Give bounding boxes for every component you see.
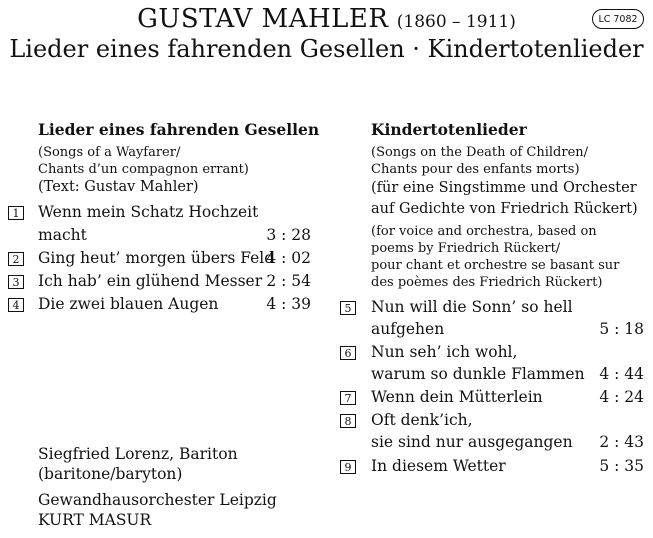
track-duration: 5 : 18 <box>599 320 644 338</box>
performer-line: Siegfried Lorenz, Bariton <box>38 445 238 463</box>
track-title: Ging heut’ morgen übers Feld <box>38 249 275 267</box>
album-title <box>0 4 653 37</box>
track-duration: 4 : 39 <box>266 295 311 313</box>
track-title: Wenn mein Schatz Hochzeit <box>38 203 259 221</box>
track-number-badge: 3 <box>8 275 24 289</box>
track-duration: 2 : 54 <box>266 272 311 290</box>
label-code-badge: LC 7082 <box>592 9 644 29</box>
left-note-line: (Songs of a Wayfarer/ <box>38 145 181 160</box>
right-description-line: (für eine Singstimme und Orchester <box>371 180 637 196</box>
track-number-badge: 6 <box>340 346 356 360</box>
composer-years: (1860 – 1911) <box>396 12 516 32</box>
track-duration: 2 : 43 <box>599 433 644 451</box>
track-number-badge: 4 <box>8 298 24 312</box>
right-note2-line: (for voice and orchestra, based on <box>371 224 597 239</box>
right-description-line: auf Gedichte von Friedrich Rückert) <box>371 201 638 217</box>
track-number-badge: 9 <box>340 460 356 474</box>
track-title-cont: macht <box>38 226 87 244</box>
right-note-line: Chants pour des enfants morts) <box>371 162 580 177</box>
left-text-credit: (Text: Gustav Mahler) <box>38 179 199 195</box>
album-subtitle: Lieder eines fahrenden Gesellen · Kindertotenlieder <box>9 35 644 63</box>
track-title: Nun seh’ ich wohl, <box>371 343 518 361</box>
orchestra-line: Gewandhausorchester Leipzig <box>38 491 277 509</box>
track-title: Wenn dein Mütterlein <box>371 388 543 406</box>
track-number-badge: 5 <box>340 301 356 315</box>
right-note-line: (Songs on the Death of Children/ <box>371 145 589 160</box>
right-note2-line: des poèmes des Friedrich Rückert) <box>371 275 603 290</box>
right-section-heading: Kindertotenlieder <box>371 120 527 139</box>
track-title-cont: aufgehen <box>371 320 445 338</box>
track-title: In diesem Wetter <box>371 457 506 475</box>
track-title: Die zwei blauen Augen <box>38 295 219 313</box>
track-duration: 4 : 02 <box>266 249 311 267</box>
track-title-cont: warum so dunkle Flammen <box>371 365 585 383</box>
track-number-badge: 8 <box>340 414 356 428</box>
conductor-line: KURT MASUR <box>38 511 152 529</box>
left-section-heading: Lieder eines fahrenden Gesellen <box>38 120 320 139</box>
track-duration: 4 : 24 <box>599 388 644 406</box>
track-number-badge: 2 <box>8 252 24 266</box>
left-note-line: Chants d’un compagnon errant) <box>38 162 249 177</box>
right-note2-line: poems by Friedrich Rückert/ <box>371 241 561 256</box>
track-number-badge: 1 <box>8 206 24 220</box>
track-number-badge: 7 <box>340 391 356 405</box>
track-duration: 5 : 35 <box>599 457 644 475</box>
composer-name: GUSTAV MAHLER <box>137 4 389 34</box>
performer-line: (baritone/baryton) <box>38 465 183 483</box>
track-duration: 3 : 28 <box>266 226 311 244</box>
track-title-cont: sie sind nur ausgegangen <box>371 433 573 451</box>
track-title: Ich hab’ ein glühend Messer <box>38 272 263 290</box>
track-title: Nun will die Sonn’ so hell <box>371 298 573 316</box>
track-duration: 4 : 44 <box>599 365 644 383</box>
track-title: Oft denk’ich, <box>371 411 473 429</box>
right-note2-line: pour chant et orchestre se basant sur <box>371 258 620 273</box>
